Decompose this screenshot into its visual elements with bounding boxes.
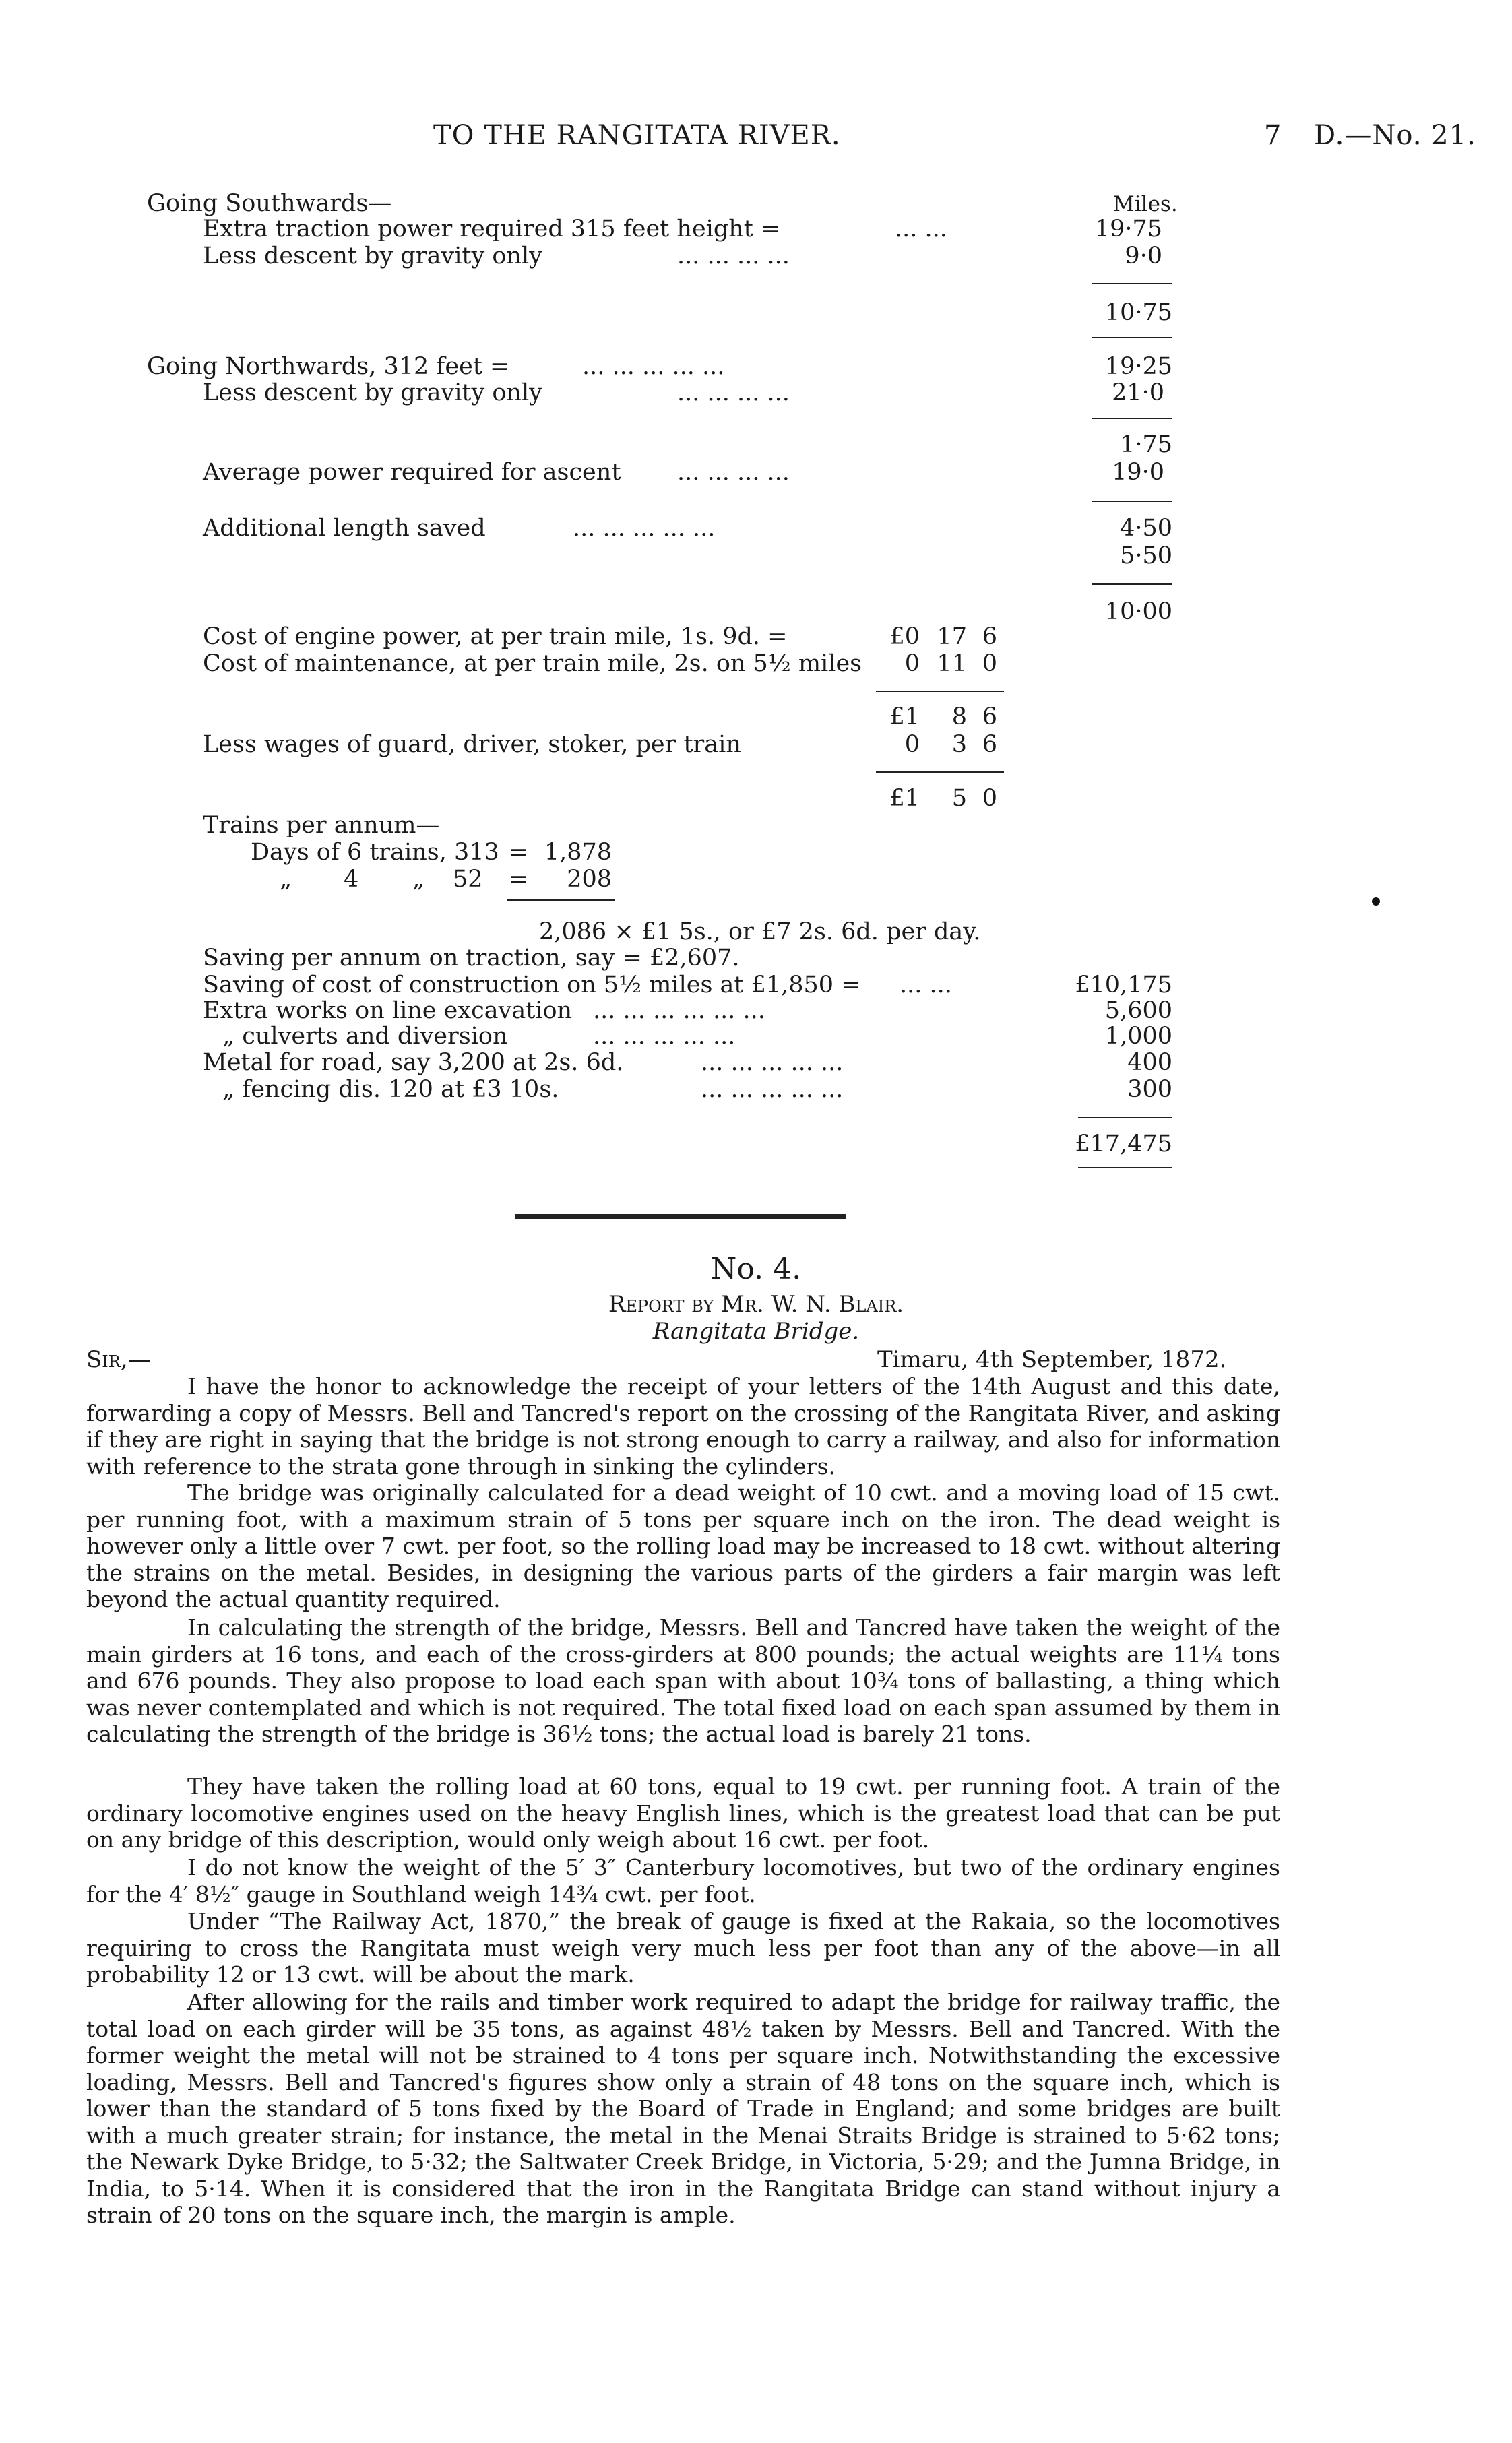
page-header-title: TO THE RANGITATA RIVER.	[433, 120, 841, 151]
trains-row-label: Days of 6 trains, 313	[251, 839, 499, 866]
saving-row-dots: ... ... ... ... ...	[701, 1076, 844, 1103]
north-less-dots: ... ... ... ...	[677, 379, 790, 406]
report-subtitle: Rangitata Bridge.	[652, 1318, 860, 1345]
salutation: Sir,—	[86, 1346, 151, 1373]
saving-row-value: £10,175	[1075, 972, 1172, 998]
pounds-cell: £1	[889, 785, 920, 812]
saving-row-dots: ... ... ... ... ...	[593, 1023, 736, 1050]
pounds-cell: 0	[904, 650, 920, 677]
average-power-dots: ... ... ... ...	[677, 459, 790, 486]
scan-speck	[1372, 897, 1380, 906]
report-paragraph: Under “The Railway Act, 1870,” the break of gauge is fixed at the Rakaia, so the locomotives requiring to cross the Rangitata must weigh very much less per foot than any of the above—in all probability 12 or 13 cwt. will be about the mark.	[86, 1908, 1280, 1988]
grand-total-miles: 10·00	[1104, 598, 1172, 625]
rule	[1092, 501, 1172, 502]
pence-cell: 6	[982, 703, 997, 730]
ditto-mark: „	[280, 866, 292, 893]
saving-row-label: „ fencing dis. 120 at £3 10s.	[222, 1076, 559, 1103]
traction-product-line: 2,086 × £1 5s., or £7 2s. 6d. per day.	[539, 918, 981, 945]
south-row-label: Less descent by gravity only	[203, 243, 542, 269]
rule	[1078, 1117, 1172, 1118]
miles-unit-label: Miles.	[1113, 192, 1178, 216]
document-reference: D.—No. 21.	[1314, 120, 1476, 151]
section-divider	[515, 1214, 846, 1219]
south-row-value: 9·0	[1125, 243, 1162, 269]
additional-length-value: 4·50	[1120, 515, 1172, 542]
average-power-value: 19·0	[1112, 459, 1164, 486]
saving-row-dots: ... ... ... ... ...	[701, 1049, 844, 1076]
trains-row-equals: =	[509, 839, 529, 866]
pence-cell: 6	[982, 623, 997, 650]
wages-label: Less wages of guard, driver, stoker, per train	[203, 731, 741, 758]
north-difference: 1·75	[1120, 431, 1172, 458]
report-paragraph: In calculating the strength of the bridge, Messrs. Bell and Tancred have taken the weight of the main girders at 16 tons, and each of the cross-girders at 800 pounds; the actual weights are 11¼ tons and 676 pounds. They also propose to load each span with about 10¾ tons of ballasting, a thing which was never contemplated and which is not required. The total fixed load on each span assumed by them in calculating the strength of the bridge is 36½ tons; the actual load is barely 21 tons.	[86, 1614, 1280, 1747]
maintenance-cost-label: Cost of maintenance, at per train mile, 2s. on 5½ miles	[203, 650, 862, 677]
additional-length-label: Additional length saved	[203, 515, 486, 542]
report-paragraph: The bridge was originally calculated for a dead weight of 10 cwt. and a moving load of 15 cwt. per running foot, with a maximum strain of 5 tons per square inch on the iron. The dead weight is however only a little over 7 cwt. per foot, so the rolling load may be increased to 18 cwt. without altering the strains on the metal. Besides, in designing the various parts of the girders a fair margin was left beyond the actual quantity required.	[86, 1480, 1280, 1612]
trains-row-days: 52	[453, 866, 483, 893]
rule	[876, 771, 1004, 773]
north-dots: ... ... ... ... ...	[582, 353, 725, 380]
saving-row-label: Metal for road, say 3,200 at 2s. 6d.	[203, 1049, 624, 1076]
report-paragraph: After allowing for the rails and timber work required to adapt the bridge for railway traffic, the total load on each girder will be 35 tons, as against 48½ taken by Messrs. Bell and Tancred. With the former weight the metal will not be strained to 4 tons per square inch. Notwithstanding the excessive loading, Messrs. Bell and Tancred's figures show only a strain of 48 tons on the square inch, which is lower than the standard of 5 tons fixed by the Board of Trade in England; and some bridges are built with a much greater strain; for instance, the metal in the Menai Straits Bridge is strained to 5·62 tons; the Newark Dyke Bridge, to 5·32; the Saltwater Creek Bridge, in Victoria, 5·29; and the Jumna Bridge, in India, to 5·14. When it is considered that the iron in the Rangitata Bridge can stand without injury a strain of 20 tons on the square inch, the margin is ample.	[86, 1989, 1280, 2228]
shillings-cell: 8	[951, 703, 967, 730]
trains-row-value: 208	[567, 866, 612, 893]
rule	[1092, 418, 1172, 419]
rule	[876, 691, 1004, 692]
south-total: 10·75	[1104, 299, 1172, 326]
shillings-cell: 3	[951, 731, 967, 758]
average-power-label: Average power required for ascent	[203, 459, 621, 486]
ditto-mark: „	[412, 866, 425, 893]
north-value: 19·25	[1104, 353, 1172, 380]
rule	[1092, 283, 1172, 284]
report-paragraph: They have taken the rolling load at 60 tons, equal to 19 cwt. per running foot. A train of the ordinary locomotive engines used on the heavy English lines, which is the greatest load that can be put on any bridge of this description, would only weigh about 16 cwt. per foot.	[86, 1773, 1280, 1853]
rule	[1078, 1167, 1172, 1168]
pounds-cell: £1	[889, 703, 920, 730]
additional-length-dots: ... ... ... ... ...	[573, 515, 716, 542]
engine-power-cost-label: Cost of engine power, at per train mile, 1s. 9d. =	[203, 623, 788, 650]
saving-row-dots: ... ...	[900, 972, 952, 998]
dateline: Timaru, 4th September, 1872.	[877, 1346, 1227, 1373]
saving-row-value: 1,000	[1104, 1023, 1172, 1050]
south-row-dots: ... ...	[895, 216, 947, 243]
rule	[507, 899, 615, 901]
rule	[1092, 583, 1172, 585]
saving-row-label: „ culverts and diversion	[222, 1023, 508, 1050]
saving-row-value: 400	[1127, 1049, 1172, 1076]
report-paragraph: I do not know the weight of the 5′ 3″ Canterbury locomotives, but two of the ordinary engines for the 4′ 8½″ gauge in Southland weigh 14¾ cwt. per foot.	[86, 1854, 1280, 1907]
shillings-cell: 17	[937, 623, 967, 650]
trains-heading: Trains per annum—	[203, 812, 440, 839]
saving-row-label: Extra works on line excavation	[203, 997, 573, 1024]
page-number: 7	[1264, 120, 1282, 151]
pounds-cell: 0	[904, 731, 920, 758]
trains-row-equals: =	[509, 866, 529, 893]
report-paragraph: I have the honor to acknowledge the receipt of your letters of the 14th August and this date, forwarding a copy of Messrs. Bell and Tancred's report on the crossing of the Rangitata River, and asking if they are right in saying that the bridge is not strong enough to carry a railway, and also for information with reference to the strata gone through in sinking the cylinders.	[86, 1373, 1280, 1480]
south-row-label: Extra traction power required 315 feet height =	[203, 216, 781, 243]
saving-row-value: 300	[1127, 1076, 1172, 1103]
saving-row-dots: ... ... ... ... ... ...	[593, 997, 765, 1024]
pence-cell: 0	[982, 650, 997, 677]
shillings-cell: 11	[937, 650, 967, 677]
south-row-value: 19·75	[1094, 216, 1162, 243]
saving-row-value: 5,600	[1104, 997, 1172, 1024]
report-number: No. 4.	[710, 1252, 802, 1286]
rule	[1092, 337, 1172, 338]
trains-row-value: 1,878	[544, 839, 612, 866]
pounds-cell: £0	[889, 623, 920, 650]
trains-row-count: 4	[344, 866, 359, 893]
north-less-value: 21·0	[1112, 379, 1164, 406]
south-row-dots: ... ... ... ...	[677, 243, 790, 269]
north-less-label: Less descent by gravity only	[203, 379, 542, 406]
going-southwards-heading: Going Southwards—	[147, 190, 392, 217]
report-title: Report by Mr. W. N. Blair.	[608, 1291, 904, 1318]
north-label: Going Northwards, 312 feet =	[147, 353, 510, 380]
savings-total: £17,475	[1075, 1131, 1172, 1157]
pence-cell: 0	[982, 785, 997, 812]
additional-length-value: 5·50	[1120, 542, 1172, 569]
saving-row-label: Saving of cost of construction on 5½ miles at £1,850 =	[203, 972, 861, 998]
shillings-cell: 5	[951, 785, 967, 812]
saving-traction-line: Saving per annum on traction, say = £2,607.	[203, 945, 740, 972]
pence-cell: 6	[982, 731, 997, 758]
